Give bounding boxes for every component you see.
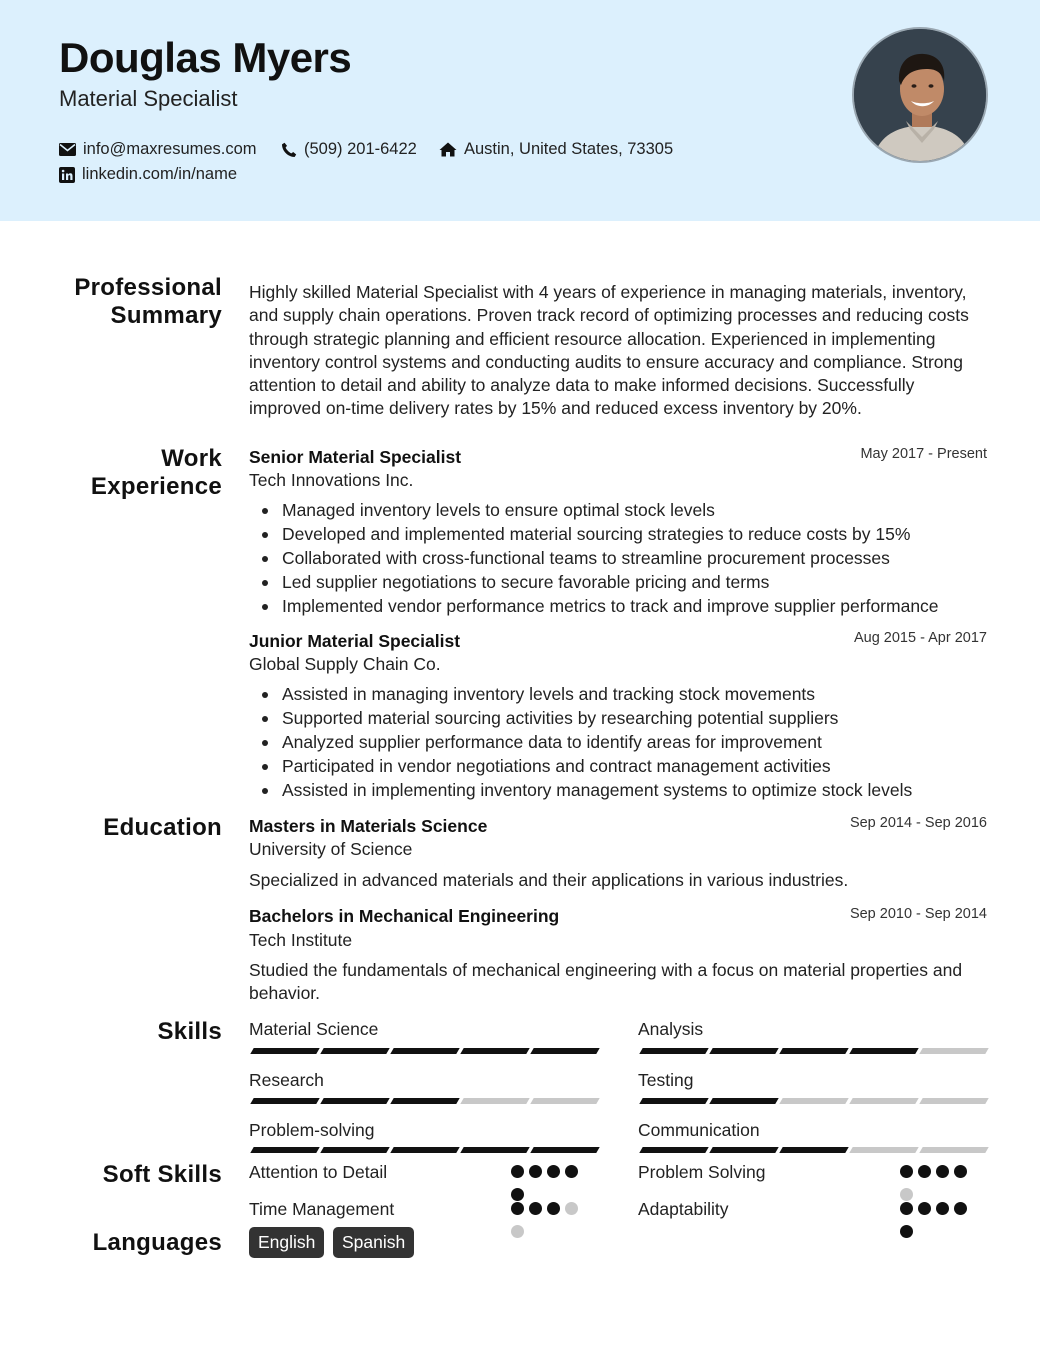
school-name: University of Science xyxy=(249,839,413,859)
soft-skill-dot xyxy=(529,1165,542,1178)
soft-skill-dot xyxy=(918,1165,931,1178)
skill-bar-segment xyxy=(390,1048,459,1054)
soft-skill-dot xyxy=(954,1202,967,1215)
profile-photo-image xyxy=(854,29,988,163)
bullet-item: Supported material sourcing activities by researching potential suppliers xyxy=(282,706,1002,730)
section-title-experience xyxy=(91,445,222,501)
soft-skill-dot xyxy=(954,1165,967,1178)
soft-skill-dot xyxy=(511,1225,524,1238)
summary-title-line1: Professional xyxy=(74,274,222,301)
skill-bar-segment xyxy=(390,1098,459,1104)
bullet-item: Analyzed supplier performance data to identify areas for improvement xyxy=(282,730,1002,754)
home-icon xyxy=(439,142,457,157)
linkedin-icon xyxy=(59,167,75,183)
section-title-skills: Skills xyxy=(157,1018,222,1045)
job-bullets xyxy=(282,498,1002,618)
bullet-item: Implemented vendor performance metrics to track and improve supplier performance xyxy=(282,594,1002,618)
skill-bar-segment xyxy=(250,1098,319,1104)
soft-skill-dots xyxy=(900,1202,972,1248)
skill-bar-segment xyxy=(849,1147,918,1153)
skill-bar-segment xyxy=(779,1048,848,1054)
skill-bar-segment xyxy=(779,1098,848,1104)
degree-title: Bachelors in Mechanical Engineering xyxy=(249,906,560,926)
contact-linkedin[interactable] xyxy=(59,165,237,184)
summary-title-line2: Summary xyxy=(110,302,222,329)
skill-bar-segment xyxy=(250,1048,319,1054)
bullet-item: Managed inventory levels to ensure optimal stock levels xyxy=(282,498,1002,522)
skill-bar xyxy=(641,1098,987,1104)
skill-bar-segment xyxy=(639,1048,708,1054)
envelope-icon xyxy=(59,143,76,156)
job-dates: May 2017 - Present xyxy=(860,446,987,462)
skill-bar-segment xyxy=(530,1048,599,1054)
skill-bar-segment xyxy=(460,1098,529,1104)
soft-skill-dot xyxy=(900,1202,913,1215)
contact-address xyxy=(439,140,673,159)
candidate-role: Material Specialist xyxy=(59,86,238,111)
soft-skill-dot xyxy=(900,1165,913,1178)
language-chip-english: English xyxy=(249,1227,324,1258)
soft-skill-dot xyxy=(547,1165,560,1178)
education-dates: Sep 2010 - Sep 2014 xyxy=(849,906,987,922)
skill-bar-segment xyxy=(320,1147,389,1153)
skill-bar-segment xyxy=(530,1147,599,1153)
skill-name: Communication xyxy=(638,1120,760,1140)
soft-skill-name: Attention to Detail xyxy=(249,1162,388,1182)
section-title-languages: Languages xyxy=(92,1229,222,1256)
skill-bar-segment xyxy=(919,1147,988,1153)
skill-bar-segment xyxy=(709,1048,778,1054)
soft-skill-dot xyxy=(565,1202,578,1215)
job-company: Global Supply Chain Co. xyxy=(249,654,441,674)
skill-name: Research xyxy=(249,1070,324,1090)
section-title-education: Education xyxy=(103,814,222,841)
skill-bar-segment xyxy=(849,1098,918,1104)
skill-bar-segment xyxy=(709,1098,778,1104)
soft-skill-dot xyxy=(511,1202,524,1215)
soft-skill-name: Adaptability xyxy=(638,1199,729,1219)
bullet-item: Assisted in managing inventory levels and tracking stock movements xyxy=(282,682,1002,706)
soft-skill-dot xyxy=(565,1165,578,1178)
skill-bar-segment xyxy=(530,1098,599,1104)
linkedin-text: linkedin.com/in/name xyxy=(82,165,237,183)
experience-title-line1: Work xyxy=(161,445,222,472)
summary-text: Highly skilled Material Specialist with 4 years of experience in managing materials, inventory, and supply chain operations. Proven track record of optimizing processes and reducing costs through strategic planning and efficient resource allocation. Experienced in implementing inventory control systems and conducting audits to ensure accuracy and compliance. Strong attention to detail and ability to analyze data to make informed decisions. Successfully improved on-time delivery rates by 15% and reduced excess inventory by 20%. xyxy=(249,282,969,419)
soft-skill-dot xyxy=(529,1202,542,1215)
skill-bar-segment xyxy=(849,1048,918,1054)
soft-skill-dot xyxy=(918,1202,931,1215)
skill-bar xyxy=(252,1098,598,1104)
bullet-item: Assisted in implementing inventory management systems to optimize stock levels xyxy=(282,778,1002,802)
soft-skill-name: Problem Solving xyxy=(638,1162,766,1182)
section-title-summary xyxy=(74,274,222,330)
job-title: Senior Material Specialist xyxy=(249,447,462,467)
education-description: Studied the fundamentals of mechanical engineering with a focus on material properties and behavior. xyxy=(249,960,963,1004)
phone-text: (509) 201-6422 xyxy=(304,140,417,158)
skill-bar-segment xyxy=(460,1048,529,1054)
contact-email[interactable] xyxy=(59,140,257,159)
bullet-item: Participated in vendor negotiations and contract management activities xyxy=(282,754,1002,778)
address-text: Austin, United States, 73305 xyxy=(464,140,674,158)
skill-bar xyxy=(641,1048,987,1054)
skill-bar-segment xyxy=(320,1098,389,1104)
soft-skill-dots xyxy=(511,1202,583,1248)
soft-skill-dot xyxy=(547,1202,560,1215)
soft-skill-dot xyxy=(900,1188,913,1201)
soft-skill-dot xyxy=(511,1165,524,1178)
section-title-soft-skills: Soft Skills xyxy=(102,1161,222,1188)
skill-name: Problem-solving xyxy=(249,1120,375,1140)
language-chip-spanish: Spanish xyxy=(333,1227,414,1258)
skill-bar-segment xyxy=(390,1147,459,1153)
soft-skill-dot xyxy=(511,1188,524,1201)
education-description: Specialized in advanced materials and their applications in various industries. xyxy=(249,870,849,890)
job-dates: Aug 2015 - Apr 2017 xyxy=(853,630,987,646)
soft-skill-dot xyxy=(900,1225,913,1238)
phone-icon xyxy=(281,142,297,158)
experience-title-line2: Experience xyxy=(90,473,222,500)
skill-bar-segment xyxy=(779,1147,848,1153)
soft-skill-dot xyxy=(936,1202,949,1215)
bullet-item: Collaborated with cross-functional teams to streamline procurement processes xyxy=(282,546,1002,570)
skill-name: Material Science xyxy=(249,1019,379,1039)
email-text: info@maxresumes.com xyxy=(83,140,257,158)
job-title: Junior Material Specialist xyxy=(249,631,461,651)
education-dates: Sep 2014 - Sep 2016 xyxy=(849,815,987,831)
job-bullets xyxy=(282,682,1002,802)
skill-bar-segment xyxy=(919,1098,988,1104)
skill-name: Testing xyxy=(638,1070,694,1090)
skill-bar xyxy=(641,1147,987,1153)
soft-skill-dot xyxy=(936,1165,949,1178)
skill-bar-segment xyxy=(639,1098,708,1104)
skill-name: Analysis xyxy=(638,1019,704,1039)
skill-bar xyxy=(252,1147,598,1153)
soft-skill-name: Time Management xyxy=(249,1199,395,1219)
skill-bar-segment xyxy=(709,1147,778,1153)
skill-bar-segment xyxy=(250,1147,319,1153)
school-name: Tech Institute xyxy=(249,930,353,950)
contact-phone[interactable] xyxy=(281,140,417,159)
skill-bar-segment xyxy=(639,1147,708,1153)
skill-bar-segment xyxy=(919,1048,988,1054)
profile-photo xyxy=(852,27,988,163)
degree-title: Masters in Materials Science xyxy=(249,816,488,836)
bullet-item: Led supplier negotiations to secure favorable pricing and terms xyxy=(282,570,1002,594)
job-company: Tech Innovations Inc. xyxy=(249,470,414,490)
candidate-name: Douglas Myers xyxy=(59,34,352,81)
skill-bar xyxy=(252,1048,598,1054)
skill-bar-segment xyxy=(320,1048,389,1054)
skill-bar-segment xyxy=(460,1147,529,1153)
bullet-item: Developed and implemented material sourcing strategies to reduce costs by 15% xyxy=(282,522,1002,546)
